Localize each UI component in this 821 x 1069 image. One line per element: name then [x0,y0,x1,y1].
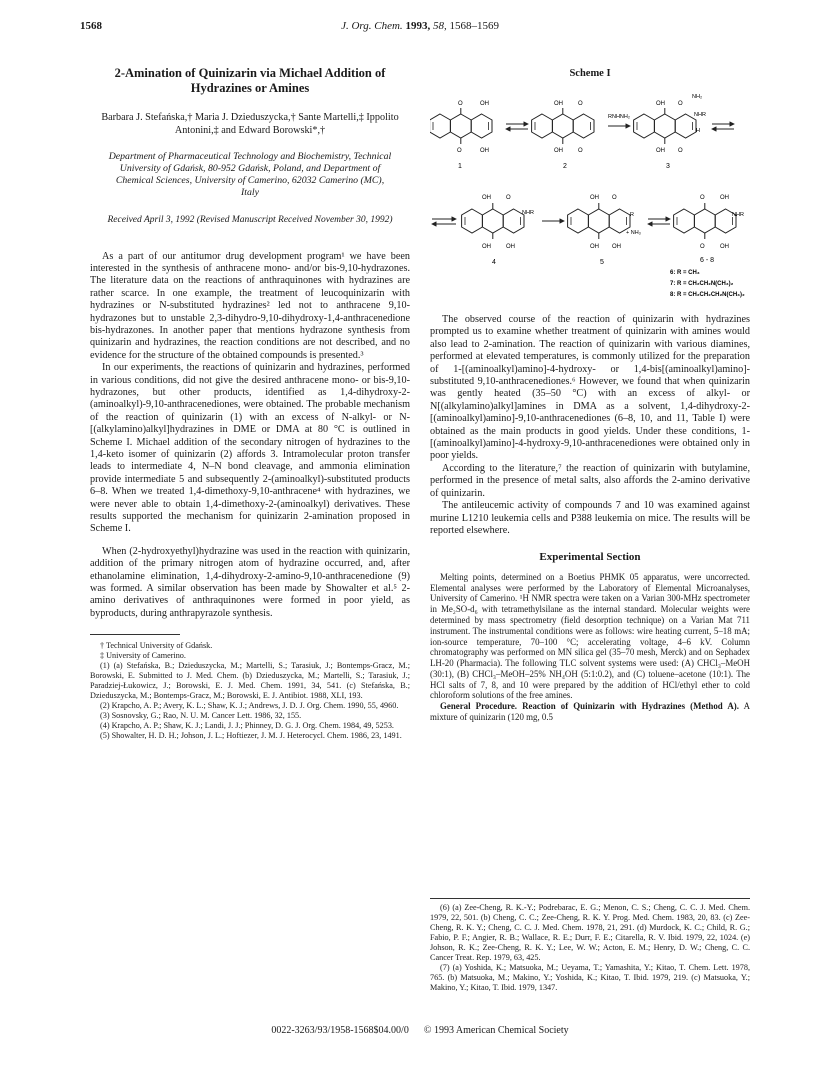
footnote: (2) Krapcho, A. P.; Avery, K. L.; Shaw, K. J.; Andrews, J. D. J. Org. Chem. 1990, 55, 4960. [100,701,399,711]
footnote: (1) (a) Stefańska, B.; Dzieduszycka, M.; Martelli, S.; Tarasiuk, J.; Bontemps-Gracz, M.; Borowski, E. Submitted to J. Med. Chem. (b) Dzieduszycka, M.; Martelli, S.; Tarasiuk, J.; Paradziej-Łukowicz, J.; Borowski, E. J. Med. Chem. 1991, 34, 541. (c) Stefańska, B.; Dzieduszycka, M.; Bontemps-Gracz, M.; Borowski, E. J. Antibiot. 1988, XLI, 193. [90,661,410,701]
compound-label: 3 [666,163,670,171]
footnote-divider [90,634,180,635]
atom-label: O [612,195,617,202]
atom-label: OH [656,101,665,108]
copyright: © 1993 American Chemical Society [423,1025,569,1036]
section-heading: Experimental Section [539,551,641,564]
compound-3-structure [634,94,706,170]
page-footer [80,1025,760,1036]
atom-label: OH [554,148,563,155]
compound-label: 1 [458,163,462,171]
footnote: † Technical University of Gdańsk. [100,641,213,651]
body-paragraph: The observed course of the reaction of quinizarin with hydrazines prompted us to examine whether treatment of quinizarin with amines would also lead to 2-amination. The reaction of quinizarin with various diamines, performed at elevated temperatures, is commonly utilized for the preparation of 1-[(aminoalkyl)amino]-4-hydroxy- or 1,4-bis[(aminoalkyl)amino]-substituted 9,10-anthracenediones.⁶ However, we found that when quinizarin was gently heated (35–50 °C) with an excess of alkyl- or N[(alkylamino)alkyl]amines in DMA as a solvent, 1,4-dihydroxy-2-[(aminoalkyl)amino]-9,10-anthracenediones (6–8, 10, and 11, Table I) were obtained as the main products in good yields. Under these conditions, 1-[(aminoalkyl)amino]-4-hydroxy-9,10-anthracenediones were obtained only in poor yields. [430,314,750,462]
footnote: ‡ University of Camerino. [100,651,186,661]
compound-label: 4 [492,259,496,267]
running-header [80,20,760,36]
scheme-title: Scheme I [569,68,611,79]
atom-label: O [578,148,583,155]
atom-label: OH [720,244,729,251]
footnotes-right [430,898,750,993]
affiliation: Department of Pharmaceutical Technology and Biochemistry, Technical University of Gdańsk, 80-952 Gdańsk, Poland, and Department of Chemical Sciences, University of Camerino, 62032 Camerino (MC), Italy [108,151,392,198]
left-column [90,66,410,741]
compound-label: 6 - 8 [700,257,715,265]
footnote: (7) (a) Yoshida, K.; Matsuoka, M.; Ueyama, T.; Yamashita, Y.; Kitao, T. Chem. Lett. 1978, 765. (b) Matsuoka, M.; Makino, Y.; Yoshida, K.; Kitao, T. Ibid. 1979, 219. (c) Matsuoka, Y.; Makino, Y.; Kitao, T. Ibid. 1979, 1347. [430,963,750,992]
compound-1-structure [430,101,492,170]
reagent-label: RNHNH₂ [608,114,630,121]
journal-citation [80,20,760,32]
atom-label: O [700,195,705,202]
body-paragraph: The antileucemic activity of compounds 7 and 10 was examined against murine L1210 leukemia cells and P388 leukemia on mice. The results will be reported elsewhere. [430,500,750,536]
page-number: 1568 [80,20,102,32]
r-definition: 7: R = CH₂CH₂N(CH₃)₂ [670,281,734,288]
equilibrium-arrow [648,219,670,224]
footnote: (3) Sosnovsky, G.; Rao, N. U. M. Cancer Lett. 1986, 32, 155. [100,711,302,721]
footnote: (4) Krapcho, A. P.; Shaw, K. J.; Landi, J. J.; Phinney, D. G. J. Org. Chem. 1984, 49, 5253. [100,721,394,731]
atom-label: OH [480,148,489,155]
equilibrium-arrow [432,219,456,224]
atom-label: OH [590,244,599,251]
atom-label: O [506,195,511,202]
compound-2-structure [532,101,594,170]
body-paragraph: When (2-hydroxyethyl)hydrazine was used in the reaction with quinizarin, addition of the primary nitrogen atom of hydrazine occurred, and, after ethanolamine elimination, 1,4-dihydroxy-2-amino-9,10-anthracenedione (9) was formed. A similar observation has been made by Showalter et al.⁵ 2-amino derivatives of anthraquinones were formed in poor yield, as byproducts, during anthrapyrazole synthesis. [90,545,410,619]
atom-label: OH [482,195,491,202]
atom-label: OH [482,244,491,251]
atom-label: O [578,101,583,108]
article-title: 2-Amination of Quinizarin via Michael Addition of Hydrazines or Amines [114,66,386,95]
r-group-definitions [670,270,745,298]
atom-label: NH₂ [692,94,703,101]
atom-label: NHR [732,212,744,219]
equilibrium-arrow [506,124,528,129]
journal-name: J. Org. Chem. [341,20,403,32]
atom-label: NHR [522,210,534,217]
scheme-drawing [430,86,750,308]
reaction-arrow [608,114,630,126]
r-definition: 8: R = CH₂CH₂CH₂N(CH₃)₂ [670,292,745,299]
compound-label: 5 [600,259,604,267]
compound-4-structure [462,195,534,266]
atom-label: O [700,244,705,251]
reaction-scheme [430,68,750,314]
right-column [430,66,750,723]
equilibrium-arrow [712,124,734,129]
atom-label: O [678,148,683,155]
footnote-divider [430,898,750,899]
reagent-label: + NH₃ [626,230,641,237]
atom-label: OH [506,244,515,251]
footnote: (5) Showalter, H. D. H.; Johson, J. L.; Hoftiezer, J. M. J. Heterocycl. Chem. 1986, 23, 1491. [100,731,402,741]
atom-label: O [458,101,463,108]
footnote: (6) (a) Zee-Cheng, R. K.-Y.; Podrebarac, E. G.; Menon, C. S.; Cheng, C. C. J. Med. Chem. 1979, 22, 501. (b) Cheng, C. C.; Zee-Cheng, R. K. Y. Prog. Med. Chem. 1983, 20, 83. (c) Zee-Cheng, R. K. Y.; Cheng, C. C. J. Med. Chem. 1978, 21, 291. (d) Murdock, K. C.; Child, R. G.; Fabio, P. F.; Angier, R. B.; Wallace, R. E.; Durr, F. E.; Citarella, R. V. Ibid. 1979, 22, 1024. (e) Johson, R. K.; Zee-Cheng, R. K. Y.; Lee, W. W.; Acton, E. M.; Henry, D. W.; Cheng, C. C. Cancer Treat. Rep. 1979, 63, 425. [430,903,750,962]
body-paragraph: According to the literature,⁷ the reaction of quinizarin with butylamine, performed in the presence of metal salts, also affords the 2-amino derivative of quinizarin. [430,462,750,499]
atom-label: OH [554,101,563,108]
experimental-section [430,572,750,723]
experimental-paragraph: Melting points, determined on a Boetius PHMK 05 apparatus, were uncorrected. Elemental analyses were performed by the Laboratory of Elemental Microanalyses, University of Camerino. ¹H NMR spectra were taken on a Varian 300-MHz spectrometer in Me₂SO-d₆ with tetramethylsilane as the internal standard. Molecular weights were determined by mass spectrometry (field desorption technique) on a Varian Mat 711 instrument. The instrumental conditions were as follows: wire heating current, 5–18 mA; ion-source temperature, 70–100 °C; accelerating voltage, 4–6 kV. Column chromatography was performed on MN silica gel (35–70 mesh, Merck) and on Sephadex LH-20 (Pharmacia). The following TLC solvent systems were used: (A) CHCl₃–MeOH (30:1), (B) CHCl₃–MeOH–25% NH₄OH (5:1:0.2), and (C) toluene–acetone (10:1). The HCl salts of 7, 8, and 10 were prepared by the addition of HCl/ethyl ether to cold chloroform solutions of the free amines. [430,571,750,701]
article-code: 0022-3263/93/1958-1568$04.00/0 [271,1025,409,1036]
compound-5-structure [568,195,641,266]
journal-volume: 58, [432,20,447,32]
atom-label: OH [612,244,621,251]
atom-label: OH [720,195,729,202]
compound-label: 2 [563,163,567,171]
atom-label: O [457,148,462,155]
general-procedure [430,701,750,723]
atom-label: OH [480,101,489,108]
body-paragraph: In our experiments, the reactions of quinizarin and hydrazines, performed in various conditions, did not give the desired anthracene mono- or bis-9,10-hydrazones, but other products, identified as 1,4-dihydroxy-2-(aminoalkyl)-9,10-anthracenediones, were obtained. The probable mechanism of the reaction of quinizarin (1) with an excess of N-alkyl- or N-[(alkylamino)alkyl]hydrazines in DME or DMA at 80 °C is outlined in Scheme I. Michael addition of the secondary nitrogen of hydrazines to the 1,4-keto isomer of quinizarin (2) affords 3. Intramolecular proton transfer leads to intermediate 4, N–N bond cleavage, and ammonia elimination provide intermediate 5 and subsequently 2-(aminoalkyl)-substituted products 6–8. When we treated 1,4-dimethoxy-9,10-anthracene⁴ with hydrazines, we were never able to obtain 1,4-dimethoxy-2-(aminoalkyl) derivatives. These results supported the mechanism for quinizarin 2-amination proposed in Scheme I. [90,362,410,535]
journal-year: 1993, [405,20,431,32]
procedure-text: A mixture of quinizarin (120 mg, 0.5 [430,701,750,723]
compound-6-8-structure [674,195,744,264]
received-date: Received April 3, 1992 (Revised Manuscript Received November 30, 1992) [107,215,393,225]
atom-label: O [678,101,683,108]
footnotes-left [90,641,410,741]
atom-label: OH [656,148,665,155]
atom-label: H [696,128,700,135]
procedure-heading: General Procedure. Reaction of Quinizarin with Hydrazines (Method A). [440,701,739,712]
author-list: Barbara J. Stefańska,† Maria J. Dzieduszycka,† Sante Martelli,‡ Ippolito Antonini,‡ and Edward Borowski*,† [101,112,399,136]
atom-label: OH [590,195,599,202]
journal-pages: 1568–1569 [449,20,499,32]
r-definition: 6: R = CH₃ [670,270,700,277]
atom-label: NHR [694,112,706,119]
body-paragraph: As a part of our antitumor drug development program¹ we have been interested in the synthesis of anthracene mono- and/or bis-9,10-hydrazones. The literature data on the reactions of anthraquinones with hydrazines are rather scarce. In one example, the treatment of leucoquinizarin with hydrazines or N-substituted hydrazines² led not to anthracene 9,10-hydrazones but to unstable 2,3-dihydro-9,10-dihydroxy-1,4-anthracenedione bis-hydrazones. In another paper that mentions hydrazone synthesis from quinizarin and hydrazines, the reaction conditions are not described, and no evidence for the structure of the obtained compounds is presented.³ [90,250,410,361]
atom-label: R [630,212,634,219]
